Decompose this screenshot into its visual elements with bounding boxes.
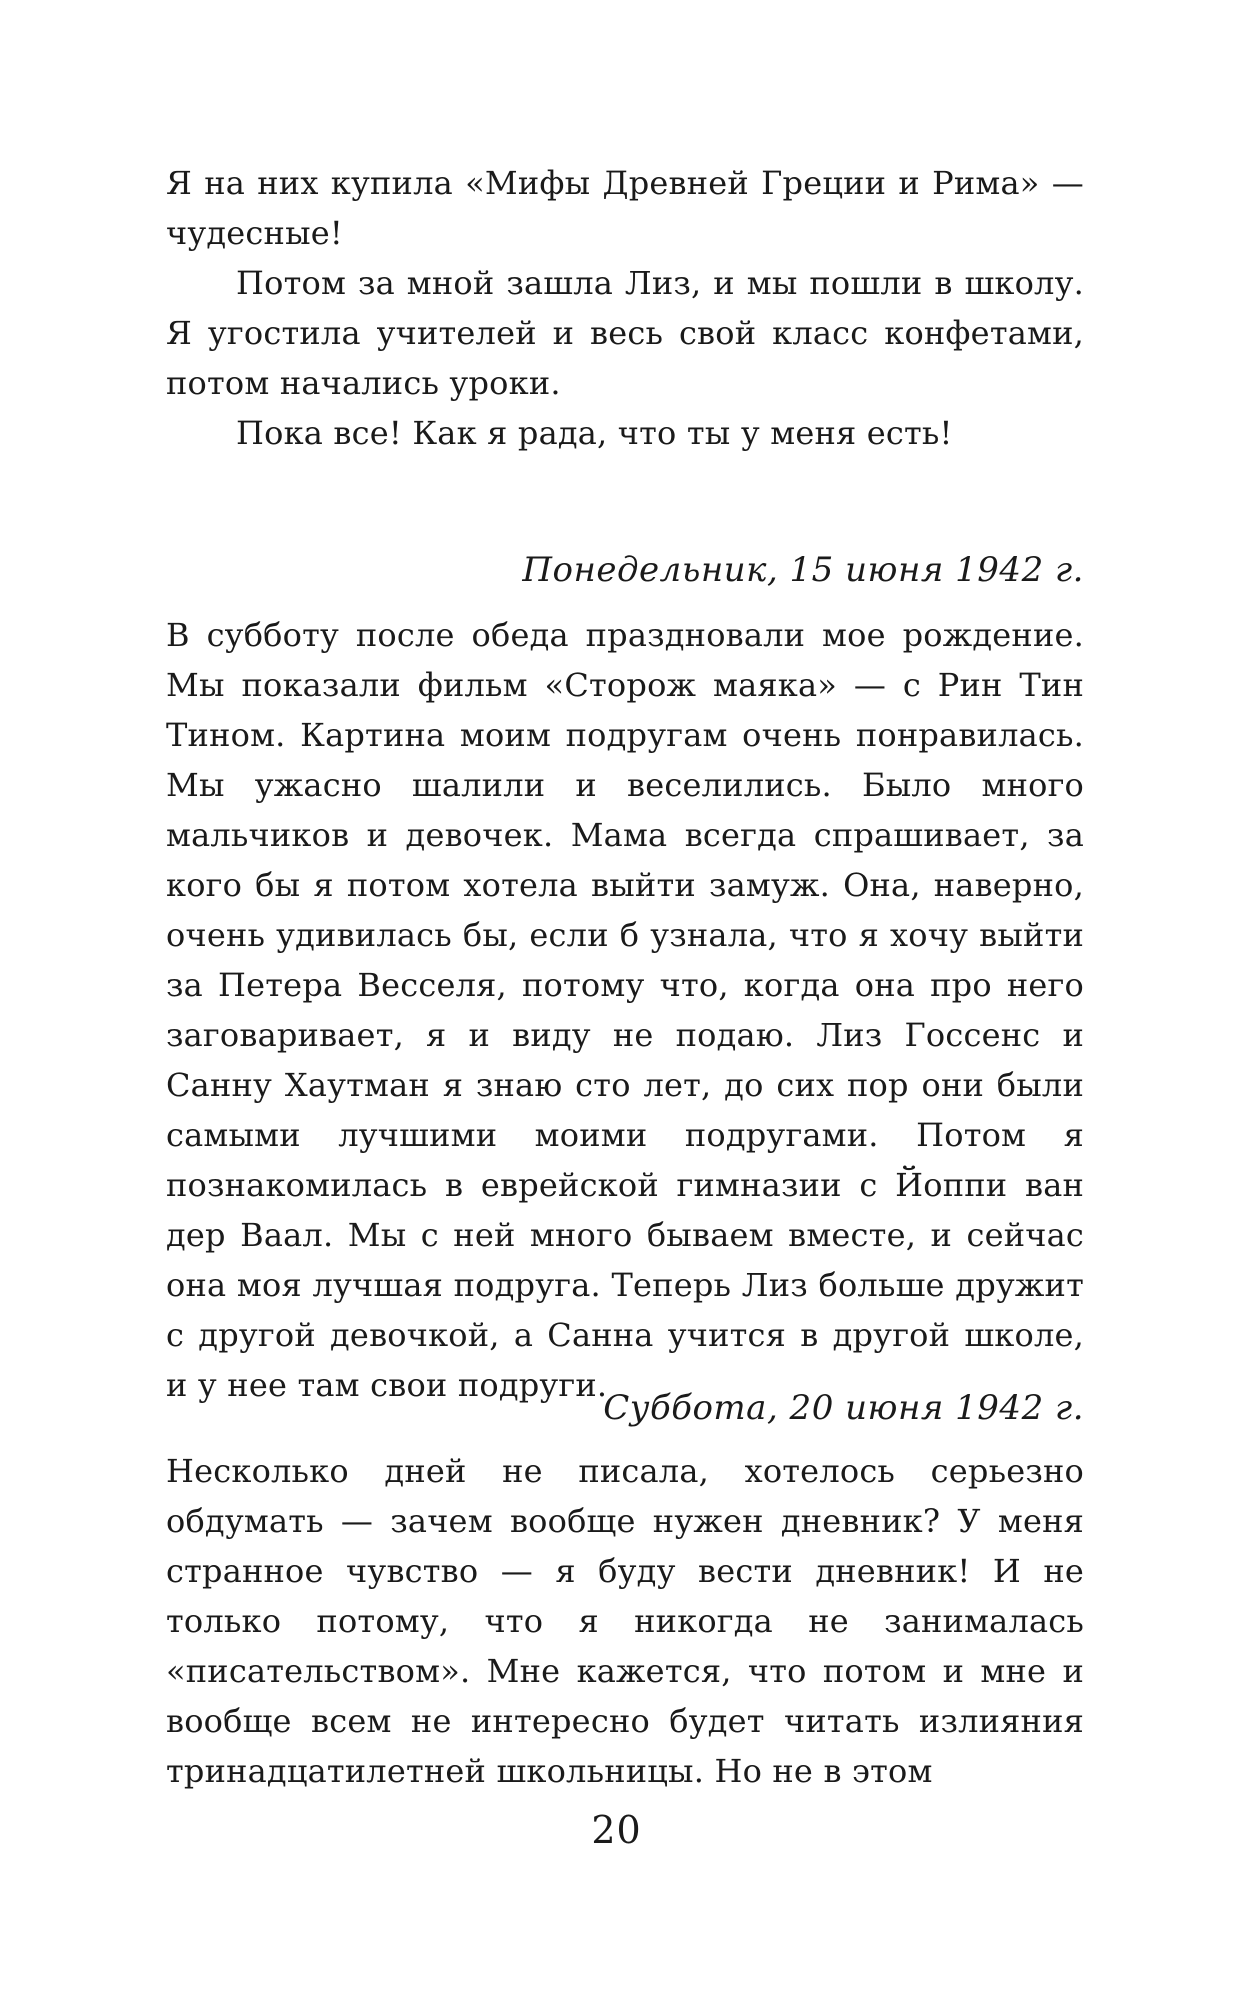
- paragraph-diary-thoughts: Несколько дней не писала, хотелось серьезно обдумать — зачем вообще нужен дневник? У меня странное чувство — я буду вести дневник! И не только потому, что я никогда не занималась «писательством». Мне кажется, что потом и мне и вообще всем не интересно будет читать излияния тринадцатилетней школьницы. Но не в этом: [166, 1452, 1084, 1790]
- entry-june-20: [166, 1446, 1084, 1796]
- paragraph-school: Потом за мной зашла Лиз, и мы пошли в школу. Я угостила учителей и весь свой класс конфетами, потом начались уроки.: [166, 264, 1084, 402]
- paragraph-closing: Пока все! Как я рада, что ты у меня есть!: [236, 414, 953, 452]
- page-number: 20: [591, 1808, 642, 1852]
- entry-date-june-20: Суббота, 20 июня 1942 г.: [603, 1388, 1084, 1428]
- previous-entry-continuation: [166, 158, 1084, 458]
- entry-june-15: [166, 610, 1084, 1410]
- entry-date-june-15: Понедельник, 15 июня 1942 г.: [522, 550, 1084, 590]
- paragraph-myths-book: Я на них купила «Мифы Древней Греции и Рима» — чудесные!: [166, 164, 1084, 252]
- paragraph-birthday: В субботу после обеда праздновали мое рождение. Мы показали фильм «Сторож маяка» — с Рин Тин Тином. Картина моим подругам очень понравилась. Мы ужасно шалили и веселились. Было много мальчиков и девочек. Мама всегда спрашивает, за кого бы я потом хотела выйти замуж. Она, наверно, очень удивилась бы, если б узнала, что я хочу выйти за Петера Весселя, потому что, когда она про него заговаривает, я и виду не подаю. Лиз Госсенс и Санну Хаутман я знаю сто лет, до сих пор они были самыми лучшими моими подругами. Потом я познакомилась в еврейской гимназии с Йоппи ван дер Ваал. Мы с ней много бываем вместе, и сейчас она моя лучшая подруга. Теперь Лиз больше дружит с другой девочкой, а Санна учится в другой школе, и у нее там свои подруги.: [166, 616, 1084, 1404]
